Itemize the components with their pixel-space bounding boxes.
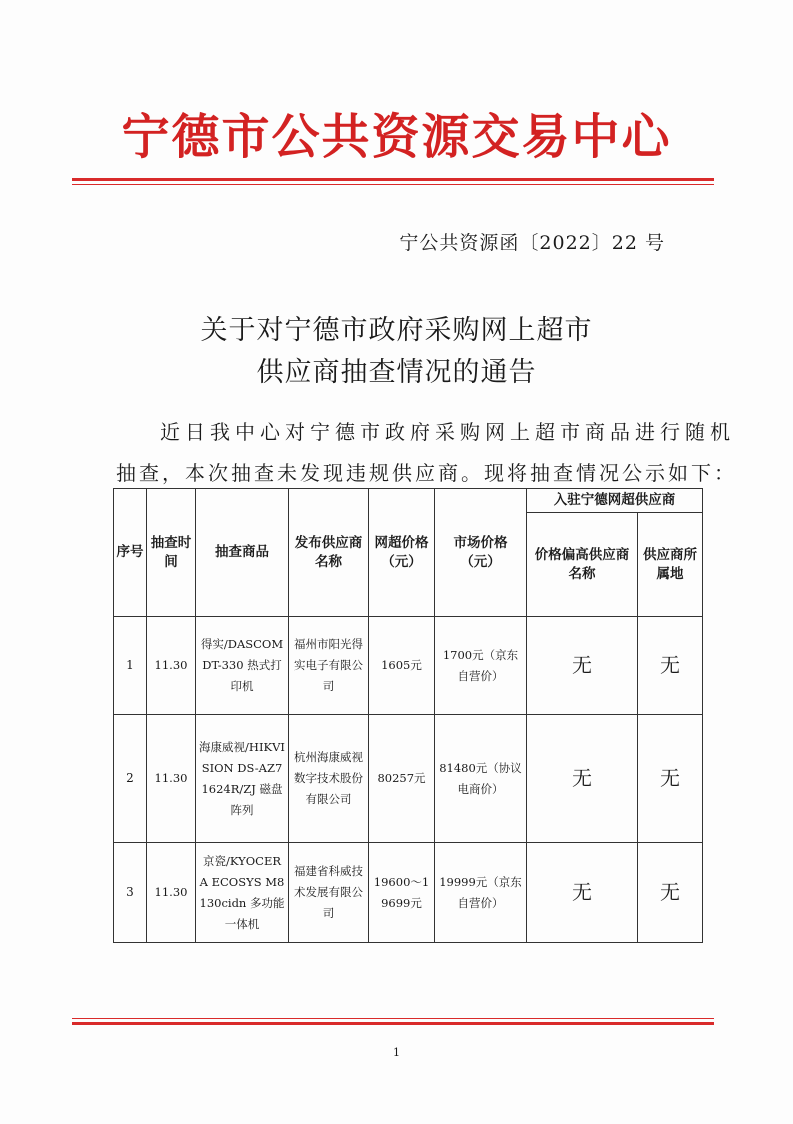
document-title-line2: 供应商抽查情况的通告 bbox=[256, 357, 537, 388]
header-online-price: 网超价格（元） bbox=[369, 489, 435, 617]
cell-supplier: 福州市阳光得实电子有限公司 bbox=[289, 617, 369, 715]
cell-market-price: 1700元（京东自营价） bbox=[435, 617, 527, 715]
header-supplier-location: 供应商所属地 bbox=[638, 513, 703, 617]
inspection-table bbox=[113, 488, 703, 943]
table-row bbox=[114, 617, 703, 715]
cell-market-price: 19999元（京东自营价） bbox=[435, 843, 527, 943]
header-high-price-supplier: 价格偏高供应商名称 bbox=[527, 513, 638, 617]
cell-date: 11.30 bbox=[147, 617, 196, 715]
document-title-line1: 关于对宁德市政府采购网上超市 bbox=[200, 315, 593, 346]
header-product: 抽查商品 bbox=[196, 489, 289, 617]
header-group-ningde-suppliers: 入驻宁德网超供应商 bbox=[527, 489, 703, 513]
body-paragraph-line1: 近日我中心对宁德市政府采购网上超市商品进行随机 bbox=[160, 420, 735, 444]
document-number: 宁公共资源函〔2022〕22 号 bbox=[399, 232, 665, 254]
cell-online-price: 19600～19699元 bbox=[369, 843, 435, 943]
letterhead-rule-thick bbox=[72, 178, 714, 181]
cell-date: 11.30 bbox=[147, 715, 196, 843]
cell-product: 海康威视/HIKVISION DS-AZ71624R/ZJ 磁盘阵列 bbox=[196, 715, 289, 843]
cell-product: 得实/DASCOM DT-330 热式打印机 bbox=[196, 617, 289, 715]
cell-market-price: 81480元（协议电商价） bbox=[435, 715, 527, 843]
body-paragraph-line2: 抽查，本次抽查未发现违规供应商。现将抽查情况公示如下： bbox=[116, 461, 737, 485]
cell-product: 京瓷/KYOCERA ECOSYS M8130cidn 多功能一体机 bbox=[196, 843, 289, 943]
cell-high-price-supplier: 无 bbox=[527, 843, 638, 943]
header-date: 抽查时间 bbox=[147, 489, 196, 617]
cell-high-price-supplier: 无 bbox=[527, 617, 638, 715]
header-supplier: 发布供应商名称 bbox=[289, 489, 369, 617]
cell-seq: 1 bbox=[114, 617, 147, 715]
header-market-price: 市场价格（元） bbox=[435, 489, 527, 617]
cell-supplier: 福建省科威技术发展有限公司 bbox=[289, 843, 369, 943]
footer-rule-thick bbox=[72, 1022, 714, 1025]
cell-supplier-location: 无 bbox=[638, 617, 703, 715]
cell-online-price: 1605元 bbox=[369, 617, 435, 715]
letterhead-rule-thin bbox=[72, 184, 714, 185]
cell-seq: 2 bbox=[114, 715, 147, 843]
cell-supplier-location: 无 bbox=[638, 715, 703, 843]
footer-rule-thin bbox=[72, 1018, 714, 1019]
cell-high-price-supplier: 无 bbox=[527, 715, 638, 843]
table-row bbox=[114, 843, 703, 943]
cell-online-price: 80257元 bbox=[369, 715, 435, 843]
header-seq: 序号 bbox=[114, 489, 147, 617]
page-number: 1 bbox=[393, 1046, 400, 1059]
cell-seq: 3 bbox=[114, 843, 147, 943]
cell-supplier: 杭州海康威视数字技术股份有限公司 bbox=[289, 715, 369, 843]
cell-supplier-location: 无 bbox=[638, 843, 703, 943]
table-row bbox=[114, 715, 703, 843]
org-letterhead: 宁德市公共资源交易中心 bbox=[121, 109, 672, 165]
cell-date: 11.30 bbox=[147, 843, 196, 943]
